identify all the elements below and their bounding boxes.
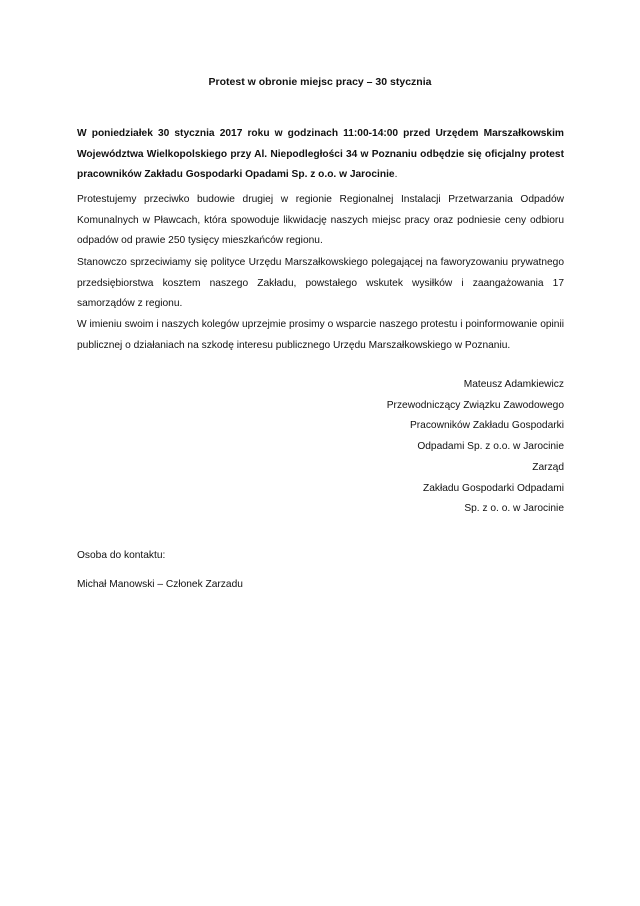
signature-union-line: Mateusz Adamkiewicz: [463, 379, 564, 390]
contact-label: Osoba do kontaktu:: [77, 550, 166, 561]
signature-union-line: Pracowników Zakładu Gospodarki: [409, 420, 564, 431]
document-title: Protest w obronie miejsc pracy – 30 stycznia: [208, 76, 432, 88]
signature-union-line: Przewodniczący Związku Zawodowego: [386, 399, 564, 411]
contact-name: Michał Manowski – Członek Zarzadu: [77, 579, 243, 590]
signature-board-line: Zarząd: [532, 462, 564, 473]
signature-board-line: Zakładu Gospodarki Odpadami: [422, 482, 564, 494]
signature-union: [387, 375, 564, 457]
paragraph-protest-reason: Protestujemy przeciwko budowie drugiej w regionie Regionalnej Instalacji Przetwarzania Odpadów Komunalnych w Pławcach, która spowoduje likwidację naszych miejsc pracy oraz podniesie ceny odbioru odpadów od prawie 250 tysięcy mieszkańców regionu.: [77, 194, 564, 246]
announcement-text: W poniedziałek 30 stycznia 2017 roku w godzinach 11:00-14:00 przed Urzędem Marszałkowskim Województwa Wielkopolskiego przy Al. Niepodległości 34 w Poznaniu odbędzie się oficjalny protest pracowników Zakładu Gospodarki Opadami Sp. z o.o. w Jarocinie: [77, 128, 564, 180]
signature-board-line: Sp. z o. o. w Jarocinie: [464, 503, 564, 514]
signature-union-line: Odpadami Sp. z o.o. w Jarocinie: [417, 440, 564, 452]
paragraph-request: W imieniu swoim i naszych kolegów uprzejmie prosimy o wsparcie naszego protestu i poinformowanie opinii publicznej o działaniach na szkodę interesu publicznego Urzędu Marszałkowskiego w Poznaniu.: [77, 319, 564, 351]
paragraph-opposition: Stanowczo sprzeciwiamy się polityce Urzędu Marszałkowskiego polegającej na faworyzowaniu prywatnego przedsiębiorstwa kosztem naszego Zakładu, powstałego wskutek wysiłków i zaangażowania 17 samorządów z regionu.: [77, 257, 564, 309]
announcement-period: .: [394, 169, 398, 180]
signature-board: [423, 458, 564, 520]
paragraph-announcement: [77, 124, 564, 186]
